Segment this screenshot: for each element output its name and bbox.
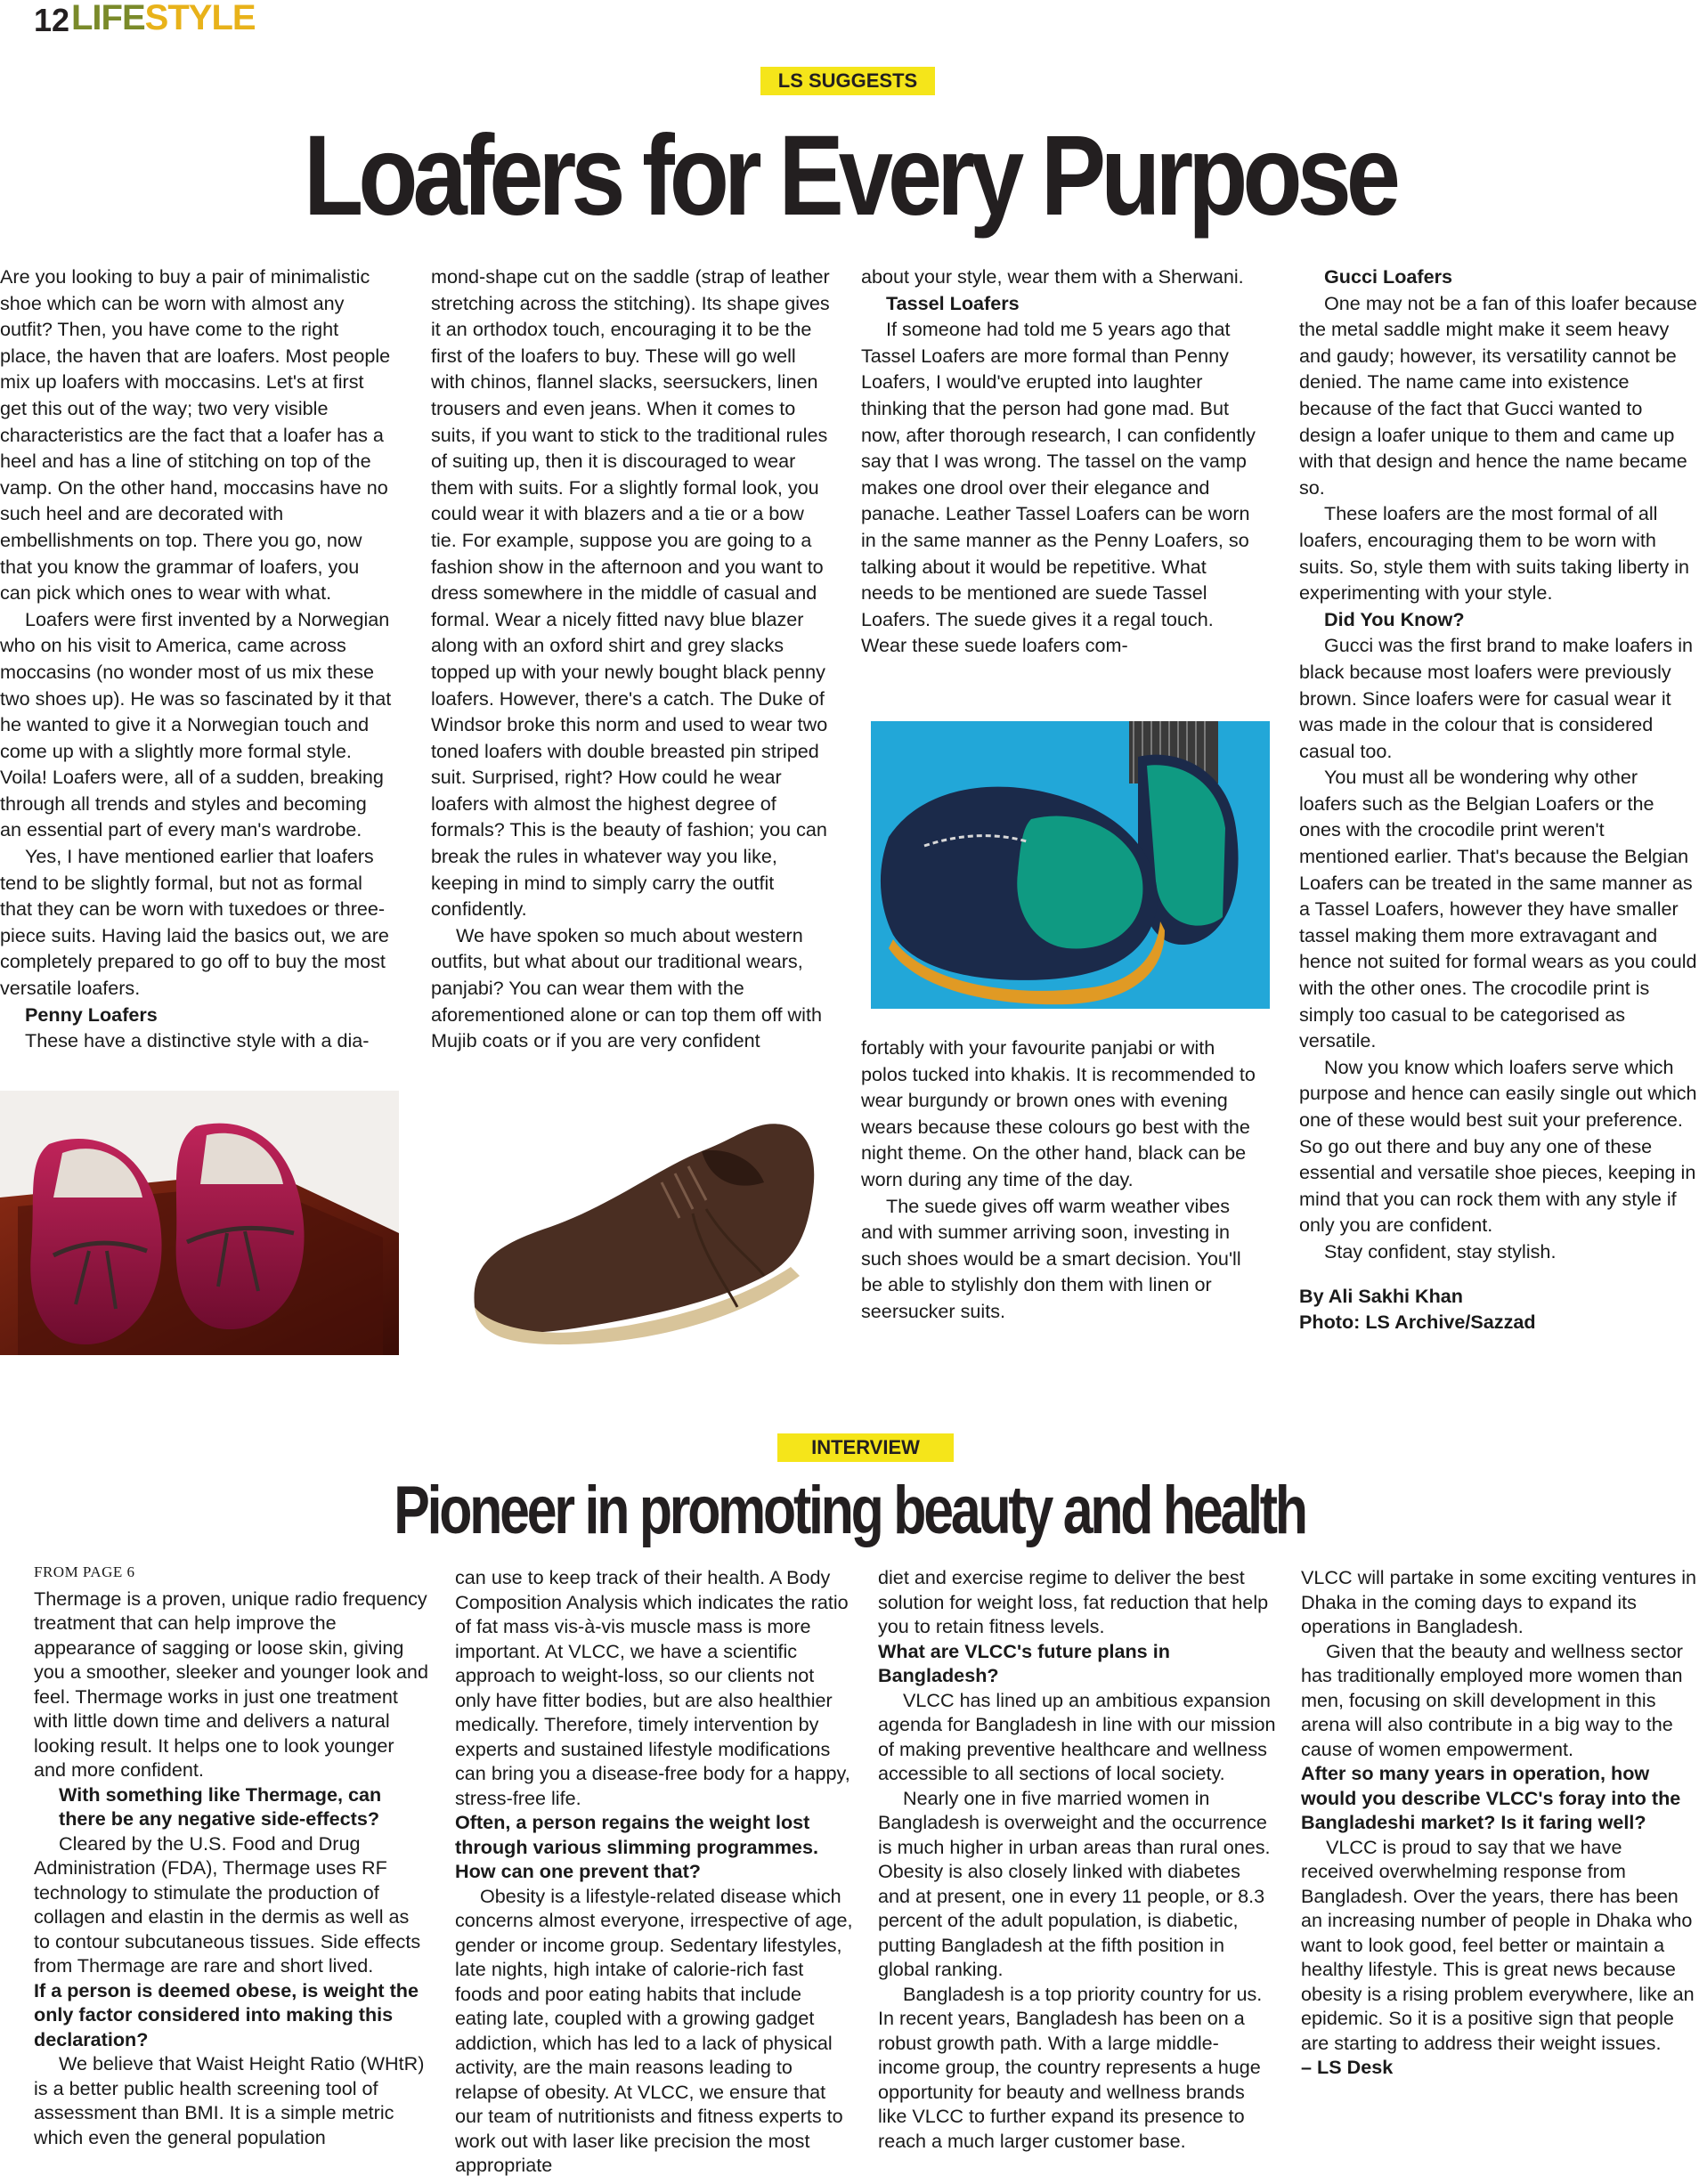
headline-wrap-2: [0, 1471, 1699, 1551]
red-loafers-photo: [0, 1091, 399, 1355]
subheading-tassel-loafers: Tassel Loafers: [886, 291, 1020, 314]
paragraph: about your style, wear them with a Sherwani.: [861, 265, 1244, 288]
article2-column-2: [455, 1565, 854, 2178]
red-loafers-illustration: [0, 1091, 399, 1355]
teal-loafers-illustration: [871, 721, 1270, 1009]
headline-wrap-1: [0, 114, 1699, 239]
article2-column-3: [878, 1565, 1277, 2153]
paragraph: Loafers were first invented by a Norwegian who on his visit to America, came across moccasins (no wonder most of us mix these two shoes up). He was so fascinated by it that he wanted to give it a Norwegian touch and come up with a slightly more formal style. Voila! Loafers were, all of a sudden, breaking through all trends and styles and becoming an essential part of every man's wardrobe.: [0, 607, 392, 841]
subheading-gucci-loafers: Gucci Loafers: [1324, 265, 1453, 288]
paragraph: Thermage is a proven, unique radio frequency treatment that can help improve the appearance of sagging or loose skin, giving you a smoother, sleeker and younger look and feel. Thermage works in just one treatment with little down time and delivers a natural looking result. It helps one to look younger and more confident.: [34, 1587, 428, 1781]
subheading-did-you-know: Did You Know?: [1324, 607, 1465, 630]
article1-column-2: [431, 264, 832, 1054]
article2-column-1: [34, 1560, 429, 2149]
brown-suede-shoe-photo: [435, 1084, 835, 1356]
section-logo: [71, 0, 256, 38]
paragraph: Are you looking to buy a pair of minimalistic shoe which can be worn with almost any outfit? Then, you have come to the right place, the haven that are loafers. Most people mix up loafers with moccasins. Let's at first get this out of the way; two very visible characteristics are the fact that a loafer has a heel and has a line of stitching on top of the vamp. On the other hand, moccasins have no such heel and are decorated with embellishments on top. There you go, now that you know the grammar of loafers, you can pick which ones to wear with what.: [0, 265, 391, 605]
paragraph: fortably with your favourite panjabi or with polos tucked into khakis. It is recommended to wear burgundy or brown ones with evening wears because these colours go best with the night theme. On the other hand, black can be worn during any time of the day.: [861, 1036, 1256, 1190]
interview-headline: Pioneer in promoting beauty and health: [394, 1473, 1305, 1548]
brown-shoe-illustration: [435, 1084, 835, 1356]
subheading-penny-loafers: Penny Loafers: [25, 1003, 158, 1026]
paragraph: mond-shape cut on the saddle (strap of leather stretching across the stitching). Its shape gives it an orthodox touch, encouraging it to be the first of the loafers to buy. These will go well with chinos, flannel slacks, seersuckers, linen trousers and even jeans. When it comes to suits, if you want to stick to the traditional rules of suiting up, then it is discouraged to wear them with suits. For a slightly formal look, you could wear it with blazers and a tie or a bow tie. For example, suppose you are going to a fashion show in the afternoon and you want to dress somewhere in the middle of casual and formal. Wear a nicely fitted navy blue blazer along with an oxford shirt and grey slacks topped up with your newly bought black penny loafers. However, there's a catch. The Duke of Windsor broke this norm and used to wear two toned loafers with double breasted pin striped suit. Surprised, right? How could he wear loafers with almost the highest degree of formals? This is the beauty of fashion; you can break the rules in whatever way you like, keeping in mind to simply carry the outfit confidently.: [431, 265, 830, 921]
paragraph: VLCC is proud to say that we have received overwhelming response from Bangladesh. Over the years, there has been an increasing number of people in Dhaka who want to look good, feel better or maintain a healthy lifestyle. This is great news because obesity is a rising problem everywhere, like an epidemic. So it is a positive sign that people are starting to address their weight issues.: [1301, 1835, 1695, 2054]
paragraph: If someone had told me 5 years ago that Tassel Loafers are more formal than Penny Loafers, I would've erupted into laughter thinking that the person had gone mad. But now, after thorough research, I can confidently say that I was wrong. The tassel on the vamp makes one drool over their elegance and panache. Leather Tassel Loafers can be worn in the same manner as the Penny Loafers, so talking about it would be repetitive. What needs to be mentioned are suede Tassel Loafers. The suede gives it a regal touch. Wear these suede loafers com-: [861, 318, 1256, 657]
question: If a person is deemed obese, is weight the only factor considered into making this declaration?: [34, 1978, 419, 2050]
question: With something like Thermage, can there be any negative side-effects?: [59, 1782, 382, 1830]
photo-credit: Photo: LS Archive/Sazzad: [1299, 1311, 1536, 1334]
paragraph: Stay confident, stay stylish.: [1324, 1239, 1557, 1262]
paragraph: Bangladesh is a top priority country for us. In recent years, Bangladesh has been on a robust growth path. With a large middle-income group, the country represents a huge opportunity for beauty and wellness brands like VLCC to further expand its presence to reach a much larger customer base.: [878, 1982, 1263, 2152]
paragraph: VLCC has lined up an ambitious expansion agenda for Bangladesh in line with our mission of making preventive healthcare and wellness accessible to all sections of local society.: [878, 1688, 1276, 1784]
paragraph: Obesity is a lifestyle-related disease which concerns almost everyone, irrespective of age, gender or income group. Sedentary lifestyles, late nights, high intake of calorie-rich fast foods and poor eating habits that include eating late, coupled with a growing gadget addiction, which has led to a lack of physical activity, are the main reasons leading to relapse of obesity. At VLCC, we ensure that our team of nutritionists and fitness experts to work out with laser like precision the most appropriate: [455, 1884, 853, 2176]
byline: By Ali Sakhi Khan: [1299, 1284, 1463, 1307]
paragraph: These loafers are the most formal of all loafers, encouraging them to be worn with suits. So, style them with suits taking liberty in experimenting with your style.: [1299, 502, 1690, 605]
paragraph: Yes, I have mentioned earlier that loafers tend to be slightly formal, but not as formal that they can be worn with tuxedoes or three-piece suits. Having laid the basics out, we are completely prepared to go off to buy the most versatile loafers.: [0, 845, 389, 1000]
question: What are VLCC's future plans in Bangladesh?: [878, 1639, 1170, 1686]
article-headline: Loafers for Every Purpose: [304, 114, 1395, 239]
paragraph: We have spoken so much about western outfits, but what about our traditional wears, panjabi? You can wear them with the aforementioned alone or can top them off with Mujib coats or if you are very confident: [431, 923, 822, 1052]
article1-column-3b: [861, 1035, 1262, 1325]
paragraph: The suede gives off warm weather vibes and with summer arriving soon, investing in such shoes would be a smart decision. You'll be able to stylishly don them with linen or seersucker suits.: [861, 1194, 1241, 1322]
article2-column-4: [1301, 1565, 1698, 2080]
section-style: STYLE: [144, 0, 256, 37]
paragraph: Now you know which loafers serve which purpose and hence can easily single out which one of these would best suit your preference. So go out there and buy any one of these essential and versatile shoe pieces, keeping in mind that you can rock them with any style if only you are confident.: [1299, 1055, 1697, 1237]
from-page-label: FROM PAGE 6: [34, 1563, 135, 1580]
paragraph: You must all be wondering why other loafers such as the Belgian Loafers or the ones with the crocodile print weren't mentioned earlier. That's because the Belgian Loafers can be treated in the same manner as a Tassel Loafers, however they have smaller tassel making them more extravagant and hence not suited for formal wears as you could with the other ones. The crocodile print is simply too casual to be categorised as versatile.: [1299, 766, 1697, 1052]
paragraph: We believe that Waist Height Ratio (WHtR) is a better public health screening tool of assessment than BMI. It is a simple metric which even the general population: [34, 2052, 425, 2148]
interview-tag: INTERVIEW: [777, 1433, 954, 1462]
paragraph: Cleared by the U.S. Food and Drug Administration (FDA), Thermage uses RF technology to stimulate the production of collagen and elastin in the dermis as well as to contour subcutaneous tissues. Side effects from Thermage are rare and short lived.: [34, 1831, 421, 1977]
paragraph: One may not be a fan of this loafer because the metal saddle might make it seem heavy and gaudy; however, its versatility cannot be denied. The name came into existence because of the fact that Gucci wanted to design a loafer unique to them and came up with that design and hence the name became so.: [1299, 291, 1697, 499]
teal-loafers-photo: [871, 721, 1270, 1009]
question: After so many years in operation, how would you describe VLCC's foray into the Bangladeshi market? Is it faring well?: [1301, 1762, 1681, 1833]
paragraph: These have a distinctive style with a dia-: [25, 1029, 370, 1052]
article1-column-3a: [861, 264, 1262, 659]
paragraph: Nearly one in five married women in Bangladesh is overweight and the occurrence is much higher in urban areas than rural ones. Obesity is also closely linked with diabetes and at present, one in every 11 people, or 8.3 percent of the adult population, is diabetic, putting Bangladesh at the fifth position in global ranking.: [878, 1786, 1271, 1980]
ls-suggests-tag: LS SUGGESTS: [760, 67, 935, 95]
page-number: 12: [34, 2, 70, 38]
paragraph: Gucci was the first brand to make loafers in black because most loafers were previously brown. Since loafers were for casual wear it was made in the colour that is considered casual too.: [1299, 634, 1694, 762]
signoff: – LS Desk: [1301, 2056, 1394, 2078]
question: Often, a person regains the weight lost through various slimming programmes. How can one prevent that?: [455, 1811, 818, 1882]
article1-column-4: [1299, 264, 1698, 1336]
article1-column-1: [0, 264, 392, 1054]
paragraph: can use to keep track of their health. A Body Composition Analysis which indicates the ratio of fat mass vis-à-vis muscle mass is more important. At VLCC, we have a scientific approach to weight-loss, so our clients not only have fitter bodies, but are also healthier medically. Therefore, timely intervention by experts and sustained lifestyle modifications can bring you a disease-free body for a happy, stress-free life.: [455, 1566, 850, 1809]
paragraph: Given that the beauty and wellness sector has traditionally employed more women than men, focusing on skill development in this arena will also contribute in a big way to the cause of women empowerment.: [1301, 1639, 1683, 1760]
paragraph: VLCC will partake in some exciting ventures in Dhaka in the coming days to expand its operations in Bangladesh.: [1301, 1566, 1697, 1637]
section-life: LIFE: [71, 0, 145, 37]
paragraph: diet and exercise regime to deliver the best solution for weight loss, fat reduction that help you to retain fitness levels.: [878, 1566, 1269, 1637]
